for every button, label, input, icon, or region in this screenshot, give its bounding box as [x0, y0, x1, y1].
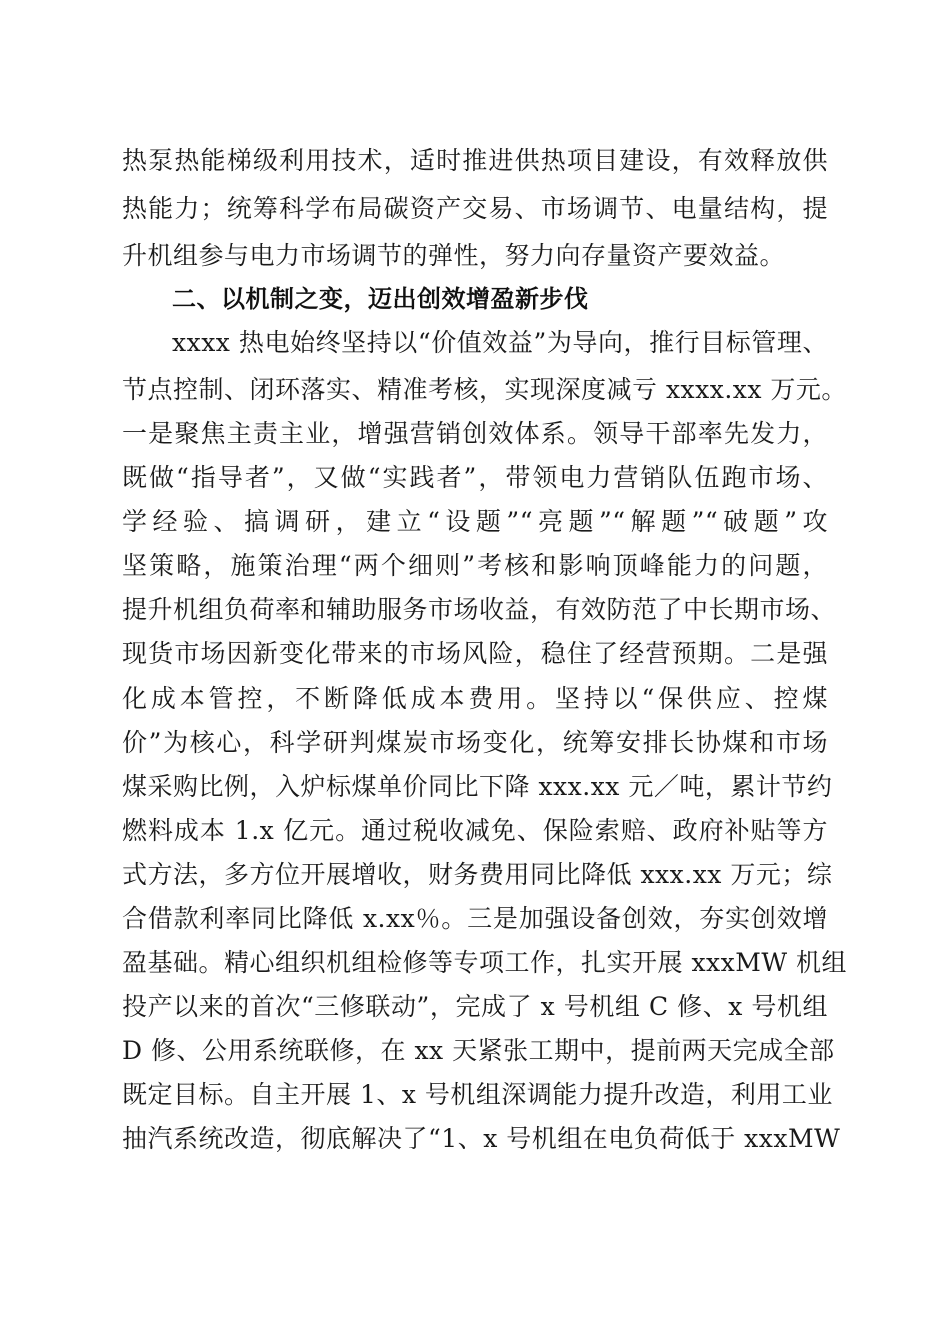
paragraph-line: xxxx 热电始终坚持以“价值效益”为导向，推行目标管理、 [172, 328, 828, 357]
paragraph-line: 既定目标。自主开展 1、x 号机组深调能力提升改造，利用工业 [122, 1080, 833, 1109]
paragraph-line: 提升机组负荷率和辅助服务市场收益，有效防范了中长期市场、 [122, 595, 837, 624]
paragraph-line: 热泵热能梯级利用技术，适时推进供热项目建设，有效释放供 [122, 146, 828, 175]
paragraph-line: 抽汽系统改造，彻底解决了“1、x 号机组在电负荷低于 xxxMW [122, 1124, 841, 1153]
paragraph-line: 现货市场因新变化带来的市场风险，稳住了经营预期。二是强 [122, 639, 828, 668]
paragraph-line: 学经验、搞调研，建立“设题”“亮题”“解题”“破题”攻 [122, 507, 828, 536]
paragraph-line: 价”为核心，科学研判煤炭市场变化，统筹安排长协煤和市场 [122, 728, 828, 757]
paragraph-line: 式方法，多方位开展增收，财务费用同比降低 xxx.xx 万元；综 [122, 860, 833, 889]
section-heading: 二、以机制之变，迈出创效增盈新步伐 [172, 285, 589, 313]
paragraph-line: 燃料成本 1.x 亿元。通过税收减免、保险索赔、政府补贴等方 [122, 816, 828, 845]
paragraph-line: 化成本管控，不断降低成本费用。坚持以“保供应、控煤 [122, 684, 828, 713]
paragraph-line: 既做“指导者”，又做“实践者”，带领电力营销队伍跑市场、 [122, 463, 828, 492]
paragraph-line: 煤采购比例，入炉标煤单价同比下降 xxx.xx 元／吨，累计节约 [122, 772, 833, 801]
paragraph-line: D 修、公用系统联修，在 xx 天紧张工期中，提前两天完成全部 [122, 1036, 835, 1065]
paragraph-line: 一是聚焦主责主业，增强营销创效体系。领导干部率先发力， [122, 419, 828, 448]
paragraph-line: 热能力；统筹科学布局碳资产交易、市场调节、电量结构，提 [122, 194, 828, 223]
paragraph-line: 节点控制、闭环落实、精准考核，实现深度减亏 xxxx.xx 万元。 [122, 375, 847, 404]
paragraph-line: 合借款利率同比降低 x.xx％。三是加强设备创效，夯实创效增 [122, 904, 828, 933]
paragraph-line: 升机组参与电力市场调节的弹性，努力向存量资产要效益。 [122, 241, 786, 270]
paragraph-line: 盈基础。精心组织机组检修等专项工作，扎实开展 xxxMW 机组 [122, 948, 847, 977]
paragraph-line: 坚策略，施策治理“两个细则”考核和影响顶峰能力的问题， [122, 551, 828, 580]
paragraph-line: 投产以来的首次“三修联动”，完成了 x 号机组 C 修、x 号机组 [122, 992, 828, 1021]
